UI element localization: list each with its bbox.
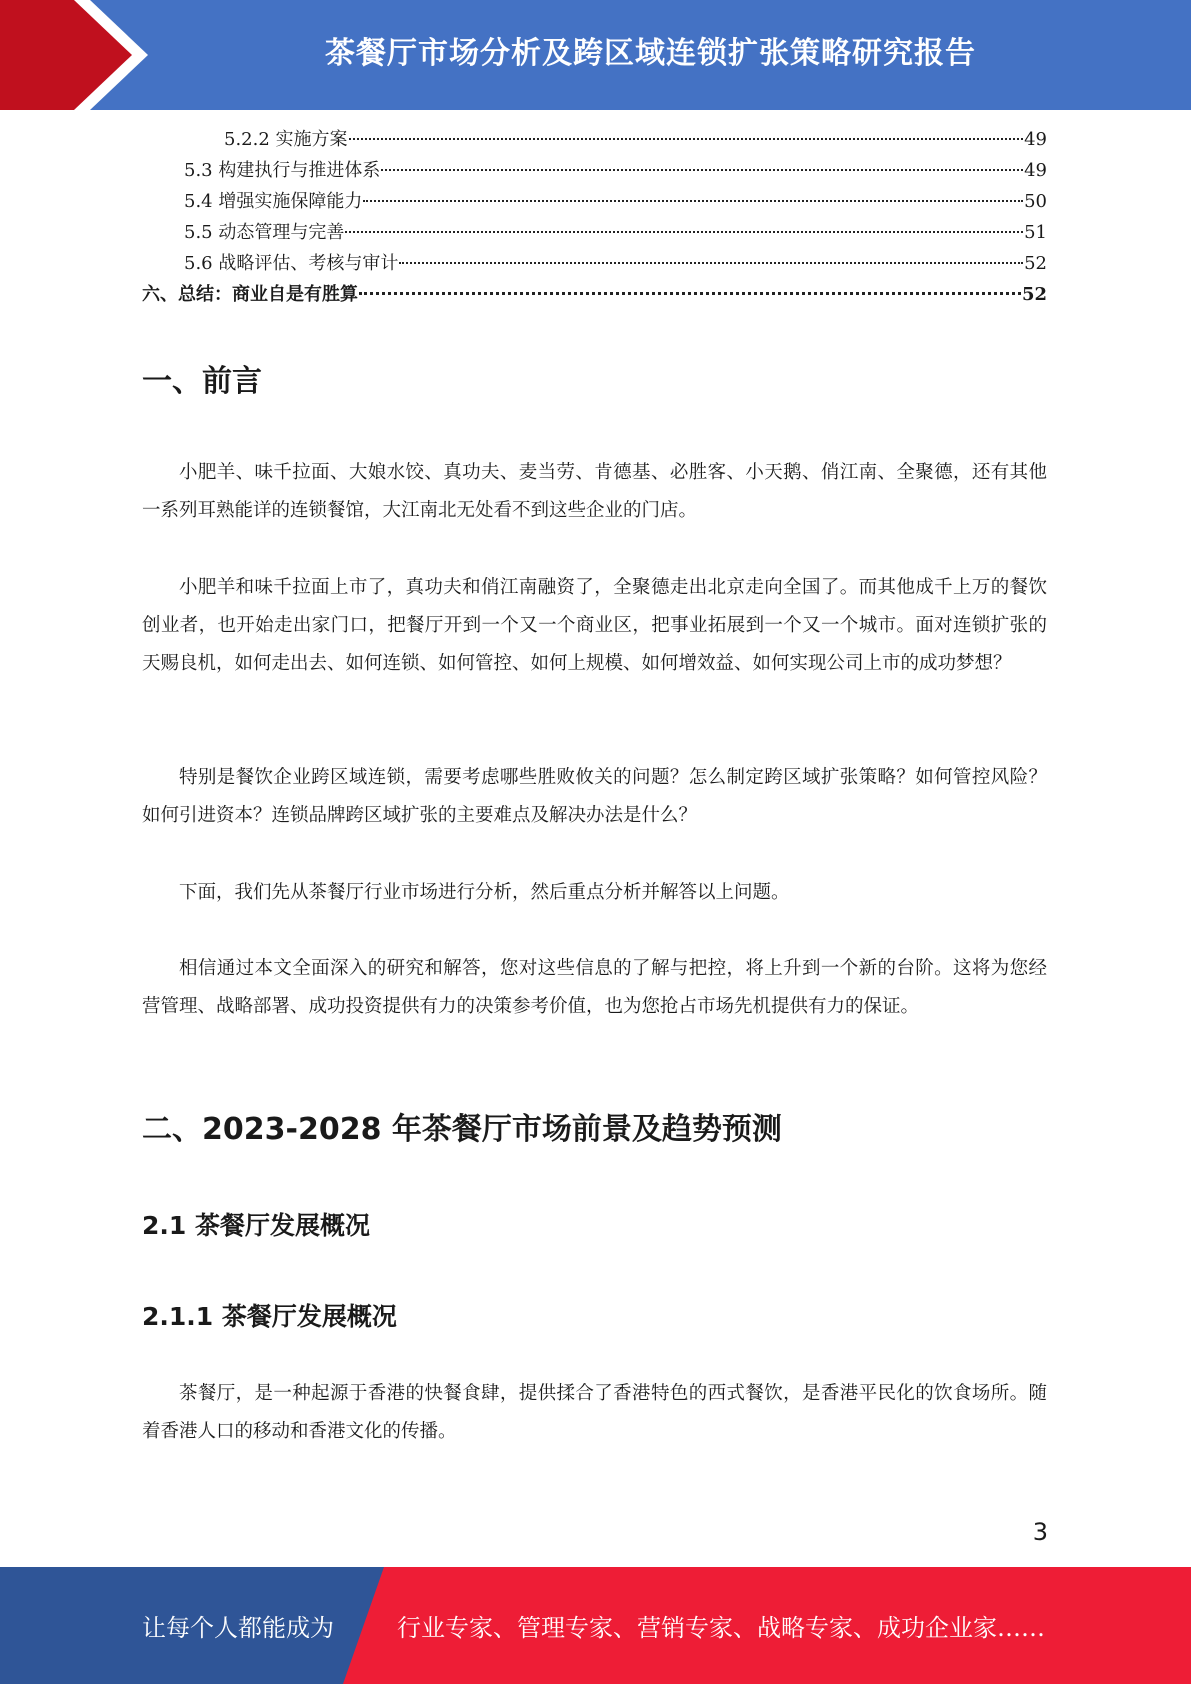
toc-entry[interactable] (142, 279, 1047, 310)
footer-slogan-right: 行业专家、管理专家、营销专家、战略专家、成功企业家…… (397, 1614, 1045, 1642)
toc-entry-page: 49 (1024, 160, 1047, 181)
toc-leader-dots (381, 169, 1023, 171)
subsection-heading: 2.1 茶餐厅发展概况 (142, 1211, 370, 1240)
paragraph: 小肥羊、味千拉面、大娘水饺、真功夫、麦当劳、肯德基、必胜客、小天鹅、俏江南、全聚德，还有其他一系列耳熟能详的连锁餐馆，大江南北无处看不到这些企业的门店。 (142, 462, 1047, 521)
section-heading-forecast: 二、2023-2028 年茶餐厅市场前景及趋势预测 (142, 1112, 782, 1147)
section-heading-preface: 一、前言 (142, 364, 262, 399)
toc-leader-dots (349, 138, 1024, 140)
toc-leader-dots (345, 231, 1023, 233)
footer-banner (0, 1567, 1191, 1684)
toc-entry-page: 51 (1024, 222, 1047, 243)
toc-entry-page: 50 (1024, 191, 1047, 212)
toc-entry-page: 52 (1024, 253, 1047, 274)
toc-leader-dots (363, 200, 1023, 202)
toc-entry[interactable] (142, 217, 1047, 248)
toc-entry[interactable] (142, 155, 1047, 186)
toc-entry-label: 5.4 增强实施保障能力 (184, 191, 363, 212)
subsection-heading: 2.1.1 茶餐厅发展概况 (142, 1302, 397, 1331)
toc-entry-page: 52 (1021, 284, 1047, 305)
paragraph: 相信通过本文全面深入的研究和解答，您对这些信息的了解与把控，将上升到一个新的台阶。这将为您经营管理、战略部署、成功投资提供有力的决策参考价值，也为您抢占市场先机提供有力的保证。 (142, 958, 1047, 1017)
report-title: 茶餐厅市场分析及跨区域连锁扩张策略研究报告 (325, 36, 976, 71)
toc-entry-page: 49 (1024, 129, 1047, 150)
toc-entry[interactable] (142, 186, 1047, 217)
toc-entry-label: 5.5 动态管理与完善 (184, 222, 345, 243)
toc-entry-label: 六、总结：商业自是有胜算 (142, 284, 358, 305)
toc-entry-label: 5.3 构建执行与推进体系 (184, 160, 381, 181)
table-of-contents (142, 124, 1047, 310)
toc-leader-dots (399, 262, 1023, 264)
toc-entry-label: 5.2.2 实施方案 (224, 129, 348, 150)
paragraph: 小肥羊和味千拉面上市了，真功夫和俏江南融资了，全聚德走出北京走向全国了。而其他成千上万的餐饮创业者，也开始走出家门口，把餐厅开到一个又一个商业区，把事业拓展到一个又一个城市。面对连锁扩张的天赐良机，如何走出去、如何连锁、如何管控、如何上规模、如何增效益、如何实现公司上市的成功梦想？ (142, 577, 1047, 674)
header-banner (0, 0, 1191, 110)
page-number: 3 (1032, 1518, 1048, 1546)
toc-entry[interactable] (142, 248, 1047, 279)
page-content (142, 124, 1047, 1442)
paragraph: 茶餐厅，是一种起源于香港的快餐食肆，提供揉合了香港特色的西式餐饮，是香港平民化的饮食场所。随着香港人口的移动和香港文化的传播。 (142, 1383, 1047, 1442)
toc-leader-dots (359, 292, 1021, 295)
paragraph: 下面，我们先从茶餐厅行业市场进行分析，然后重点分析并解答以上问题。 (179, 882, 790, 903)
paragraph: 特别是餐饮企业跨区域连锁，需要考虑哪些胜败攸关的问题？怎么制定跨区域扩张策略？如何管控风险？如何引进资本？连锁品牌跨区域扩张的主要难点及解决办法是什么？ (142, 767, 1047, 826)
toc-entry[interactable] (142, 124, 1047, 155)
footer-slogan-left: 让每个人都能成为 (142, 1614, 334, 1642)
toc-entry-label: 5.6 战略评估、考核与审计 (184, 253, 399, 274)
